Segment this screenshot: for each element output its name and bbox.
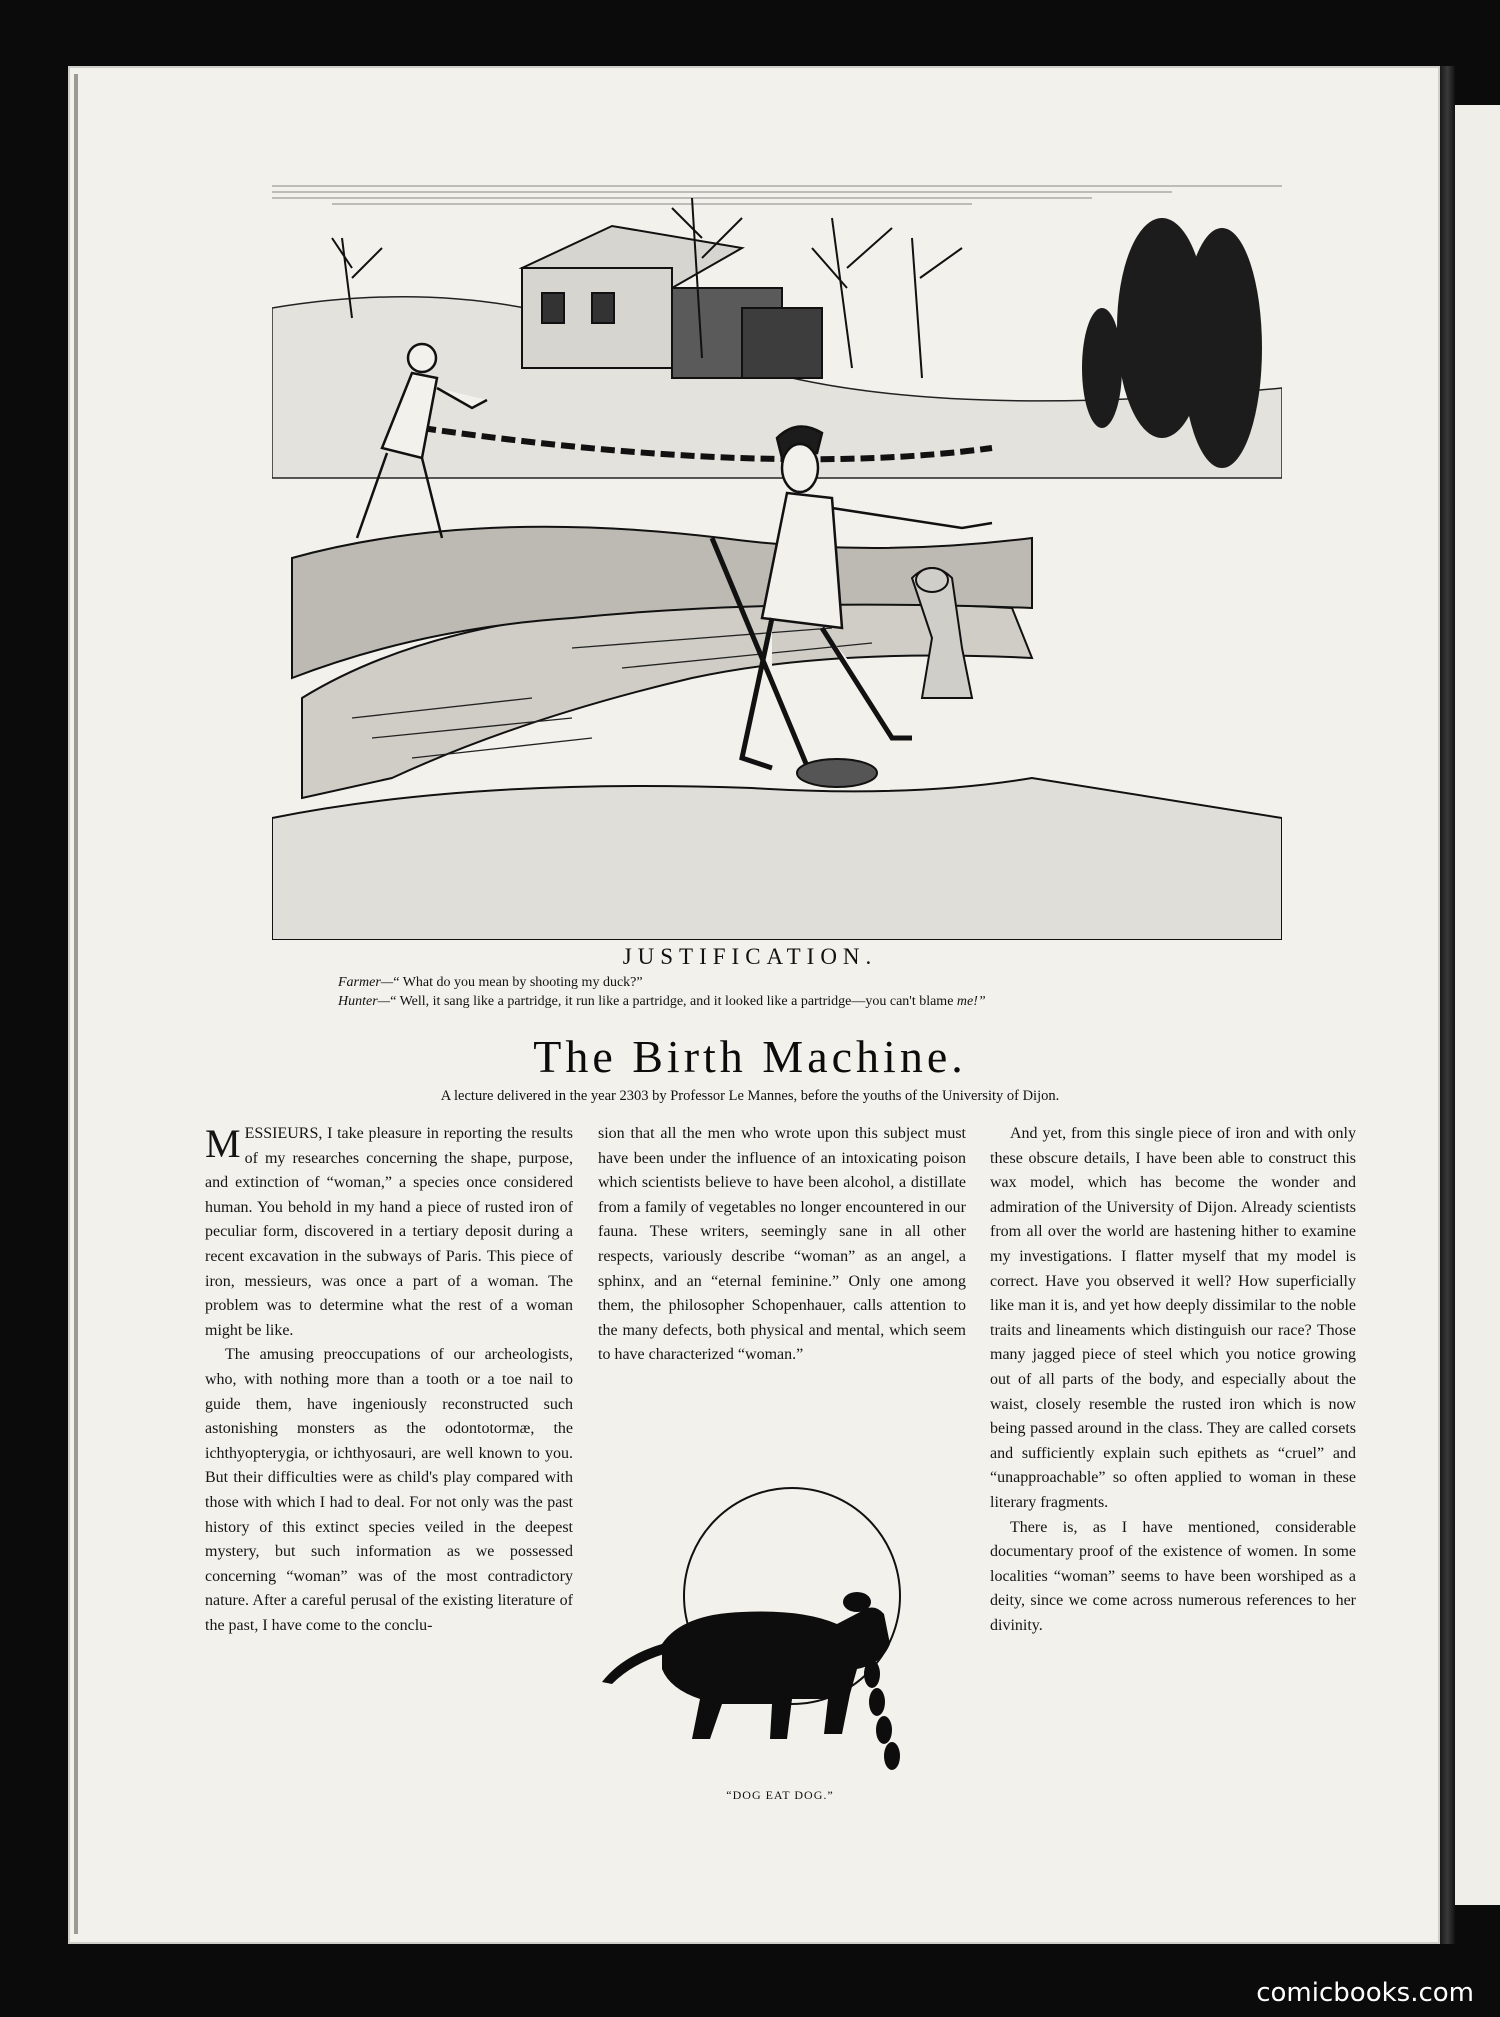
cartoon-caption: “DOG EAT DOG.” (726, 1788, 834, 1802)
drop-cap: M (205, 1121, 241, 1166)
text-column-3 (990, 1122, 1356, 1638)
farmer-line: Farmer—“ What do you mean by shooting my duck?” (338, 975, 643, 990)
page-edge (74, 74, 78, 1934)
text-column-1 (205, 1122, 573, 1638)
illustration-dialogue (338, 973, 986, 1011)
sausage-chain (864, 1660, 900, 1770)
hunter-line: Hunter—“ Well, it sang like a partridge, it run like a partridge, and it looked like a partridge—you can't blame me!” (338, 994, 986, 1009)
paragraph: sion that all the men who wrote upon this subject must have been under the influence of an intoxicating poison which scientists believe to have been alcohol, a distillate from a family of vegetables no longer encountered in our fauna. These writers, seemingly sane in all other respects, variously describe “woman” as an angel, a sphinx, and an “eternal feminine.” Only one among them, the philosopher Schopenhauer, calls attention to the many defects, both physical and mental, which seem to have characterized “woman.” (598, 1125, 966, 1364)
dead-duck (797, 759, 877, 787)
paragraph: And yet, from this single piece of iron and with only these obscure details, I have been able to construct this wax model, which has become the wonder and admiration of the University of Dijon. Already scientists from all over the world are hastening hither to examine my investigations. I flatter myself that my model is correct. Have you observed it well? How superficially like man it is, and yet how deeply dissimilar to the noble traits and lineaments which distinguish our race? Those many jagged piece of steel which you notice growing out of all parts of the body, and especially about the waist, closely resemble the rusted iron which is now being passed around in the class. They are called corsets and sufficiently explain such epithets as “cruel” and “unapproachable” so often applied to woman in these literary fragments. (990, 1125, 1356, 1511)
article-title: The Birth Machine. (533, 1031, 967, 1082)
paragraph: The amusing preoccupations of our archeologists, who, with nothing more than a tooth or a toe nail to guide them, have ingeniously reconstructed such astonishing monsters as the odontotormæ, the ichthyopterygia, or ichthyosauri, are well known to you. But their difficulties were as child's play compared with those with which I had to deal. For not only was the past history of this extinct species veiled in the deepest mystery, but such information as we possessed concerning “woman” was of the most contradictory nature. After a careful perusal of the existing literature of the past, I have come to the conclu- (205, 1346, 573, 1634)
paragraph: MESSIEURS, I take pleasure in reporting the results of my researches concerning the shape, purpose, and extinction of “woman,” a species once considered human. You behold in my hand a piece of rusted iron of peculiar form, discovered in a tertiary deposit during a recent excavation in the subways of Paris. This piece of iron, messieurs, was once a part of a woman. The problem was to determine what the rest of a woman might be like. (205, 1121, 573, 1339)
facing-page-edge (1455, 105, 1500, 1905)
article-subtitle: A lecture delivered in the year 2303 by Professor Le Mannes, before the youths of the University of Dijon. (440, 1088, 1060, 1104)
book-gutter (1440, 66, 1455, 1944)
black-dog-silhouette (602, 1592, 890, 1739)
text-column-2 (598, 1122, 966, 1368)
site-watermark: comicbooks.com (1256, 1978, 1474, 2008)
illustration-title: JUSTIFICATION. (622, 944, 878, 969)
hunting-illustration (272, 178, 1282, 940)
paragraph: There is, as I have mentioned, considerable documentary proof of the existence of women. In some localities “woman” seems to have been worshiped as a deity, since we come across numerous references to her divinity. (990, 1518, 1356, 1634)
dog-eat-dog-cartoon (592, 1484, 968, 1814)
